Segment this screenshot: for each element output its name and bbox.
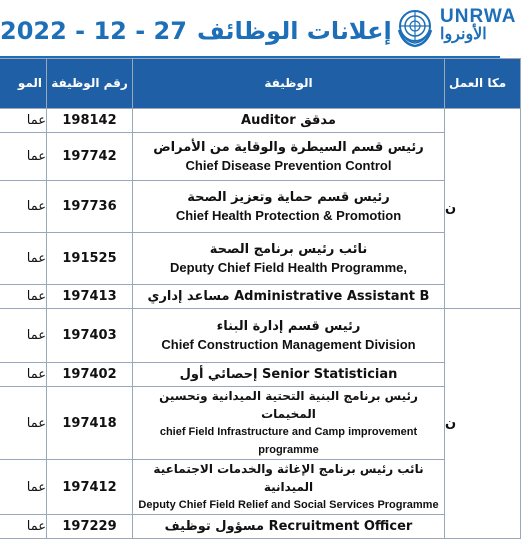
table-header-row [0, 59, 521, 109]
job-title-line: مسؤول توظيف Recruitment Officer [164, 518, 413, 534]
announcement-date: 2022 - 12 - 27 [0, 17, 187, 45]
job-number-cell: 198142 [47, 109, 133, 133]
dept-cell: عما [0, 515, 47, 539]
job-title-arabic: رئيس قسم حماية وتعزيز الصحة [187, 189, 390, 205]
job-number-cell: 197418 [47, 387, 133, 460]
job-title-english: Chief Disease Prevention Control [185, 157, 392, 173]
dept-cell: عما [0, 460, 47, 515]
job-title-line: مساعد إداري Administrative Assistant B [147, 288, 430, 304]
job-number-cell: 197742 [47, 133, 133, 181]
job-number-cell: 197402 [47, 363, 133, 387]
job-title-english: Chief Construction Management Division [161, 336, 416, 352]
job-number-cell: 197736 [47, 181, 133, 233]
dept-cell: عما [0, 309, 47, 363]
location-cell: ن [445, 109, 521, 309]
column-header-department: المو [0, 59, 47, 109]
table-row [0, 309, 521, 363]
job-title-cell [133, 181, 445, 233]
un-emblem-icon [393, 6, 437, 50]
job-title-line: إحصائي أول Senior Statistician [179, 366, 398, 382]
page-title [0, 14, 392, 48]
dept-cell: عما [0, 363, 47, 387]
dept-cell: عما [0, 109, 47, 133]
brand-arabic: الأونروا [440, 26, 487, 43]
dept-cell: عما [0, 233, 47, 285]
job-title-english: Chief Health Protection & Promotion [175, 207, 402, 223]
job-title-arabic: رئيس قسم إدارة البناء [216, 318, 361, 334]
column-header-job-number: رقم الوظيفة [47, 59, 133, 109]
job-number-cell: 197413 [47, 285, 133, 309]
table-row [0, 460, 521, 515]
table-row [0, 363, 521, 387]
job-title-cell [133, 309, 445, 363]
job-title-cell [133, 515, 445, 539]
page-header [0, 0, 517, 56]
jobs-table [0, 58, 521, 539]
job-title-cell [133, 387, 445, 460]
job-title-english: Deputy Chief Field Health Programme, [170, 259, 407, 275]
dept-cell: عما [0, 133, 47, 181]
job-title-arabic: نائب رئيس برنامج الصحة [209, 241, 368, 257]
table-row [0, 285, 521, 309]
table-row [0, 133, 521, 181]
job-number-cell: 191525 [47, 233, 133, 285]
job-number-cell: 197403 [47, 309, 133, 363]
dept-cell: عما [0, 285, 47, 309]
table-row [0, 181, 521, 233]
table-row [0, 233, 521, 285]
announcement-title: إعلانات الوظائف [196, 17, 392, 45]
table-row [0, 515, 521, 539]
job-title-cell [133, 233, 445, 285]
job-title-cell [133, 285, 445, 309]
column-header-job-title: الوظيفة [133, 59, 445, 109]
job-title-arabic: رئيس قسم السيطرة والوقاية من الأمراض [153, 139, 424, 155]
brand-english: UNRWA [440, 6, 517, 27]
job-title-line: Auditor مدقق [241, 112, 336, 128]
job-title-cell [133, 109, 445, 133]
job-title-cell [133, 363, 445, 387]
job-title-arabic: رئيس برنامج البنية التحتية الميدانية وتحسين المخيمات [159, 389, 418, 421]
job-title-english: Deputy Chief Field Relief and Social Services Programme [138, 499, 439, 511]
table-row [0, 109, 521, 133]
job-number-cell: 197412 [47, 460, 133, 515]
job-title-arabic: نائب رئيس برنامج الإغاثة والخدمات الاجتماعية الميدانية [153, 462, 424, 494]
column-header-location: مكا العمل [445, 59, 521, 109]
table-row [0, 387, 521, 460]
job-number-cell: 197229 [47, 515, 133, 539]
job-title-cell [133, 133, 445, 181]
unrwa-logo [440, 6, 517, 44]
job-title-cell [133, 460, 445, 515]
dept-cell: عما [0, 181, 47, 233]
job-title-english: chief Field Infrastructure and Camp improvement programme [159, 426, 418, 456]
location-cell: ن [445, 309, 521, 539]
dept-cell: عما [0, 387, 47, 460]
